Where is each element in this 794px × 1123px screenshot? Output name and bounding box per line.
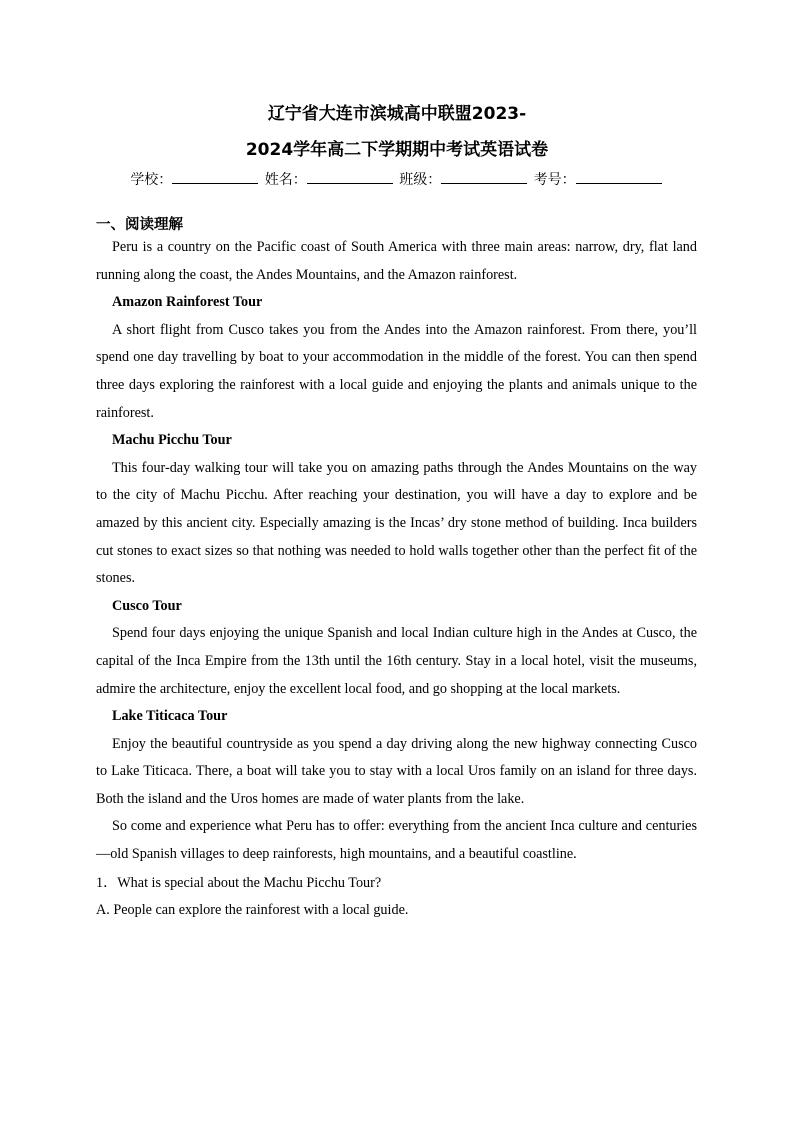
exam-title-line-2: 2024学年高二下学期期中考试英语试卷 xyxy=(245,140,549,160)
tour-title-lake-titicaca: Lake Titicaca Tour xyxy=(112,708,228,725)
exam-number-blank[interactable] xyxy=(576,169,662,184)
question-option-a[interactable]: A. People can explore the rainforest with a local guide. xyxy=(96,902,409,919)
class-blank[interactable] xyxy=(441,169,527,184)
tour-title-machu-picchu: Machu Picchu Tour xyxy=(112,432,232,449)
reading-passage xyxy=(96,234,697,925)
name-blank[interactable] xyxy=(307,169,393,184)
passage-closing: So come and experience what Peru has to offer: everything from the ancient Inca culture and centuries—old Spanish villages to deep rainforests, high mountains, and a beautiful coastline. xyxy=(96,818,697,863)
class-label: 班级： xyxy=(399,172,442,188)
passage-intro: Peru is a country on the Pacific coast of South America with three main areas: narrow, dry, flat land running along the coast, the Andes Mountains, and the Amazon rainforest. xyxy=(96,239,697,283)
tour-text-lake-titicaca: Enjoy the beautiful countryside as you spend a day driving along the new highway connecting Cusco to Lake Titicaca. There, a boat will take you to stay with a local Uros family on an island for three days. Both the island and the Uros homes are made of water plants from the lake. xyxy=(96,735,697,807)
section-heading: 一、阅读理解 xyxy=(96,217,183,233)
tour-title-cusco: Cusco Tour xyxy=(112,597,182,614)
question-stem: 1．What is special about the Machu Picchu Tour? xyxy=(96,874,382,891)
school-blank[interactable] xyxy=(172,169,258,184)
student-info-row xyxy=(0,168,794,192)
tour-title-amazon: Amazon Rainforest Tour xyxy=(112,294,263,311)
name-label: 姓名： xyxy=(264,172,307,188)
exam-number-label: 考号： xyxy=(533,172,576,188)
tour-text-machu-picchu: This four-day walking tour will take you on amazing paths through the Andes Mountains on the way to the city of Machu Picchu. After reaching your destination, you will have a day to explore and be amazed by this ancient city. Especially amazing is the Incas’ dry stone method of building. Inca builders cut stones to exact sizes so that nothing was needed to hold walls together other than the perfect fit of the stones. xyxy=(96,459,697,587)
exam-title-line-1: 辽宁省大连市滨城高中联盟2023- xyxy=(267,104,527,124)
tour-text-amazon: A short flight from Cusco takes you from the Andes into the Amazon rainforest. From there, you’ll spend one day travelling by boat to your accommodation in the middle of the forest. You can then spend three days exploring the rainforest with a local guide and enjoying the plants and animals unique to the rainforest. xyxy=(96,321,697,421)
tour-text-cusco: Spend four days enjoying the unique Spanish and local Indian culture high in the Andes at Cusco, the capital of the Inca Empire from the 13th until the 16th century. Stay in a local hotel, visit the museums, admire the architecture, enjoy the excellent local food, and go shopping at the local markets. xyxy=(96,625,697,697)
school-label: 学校： xyxy=(130,172,173,188)
